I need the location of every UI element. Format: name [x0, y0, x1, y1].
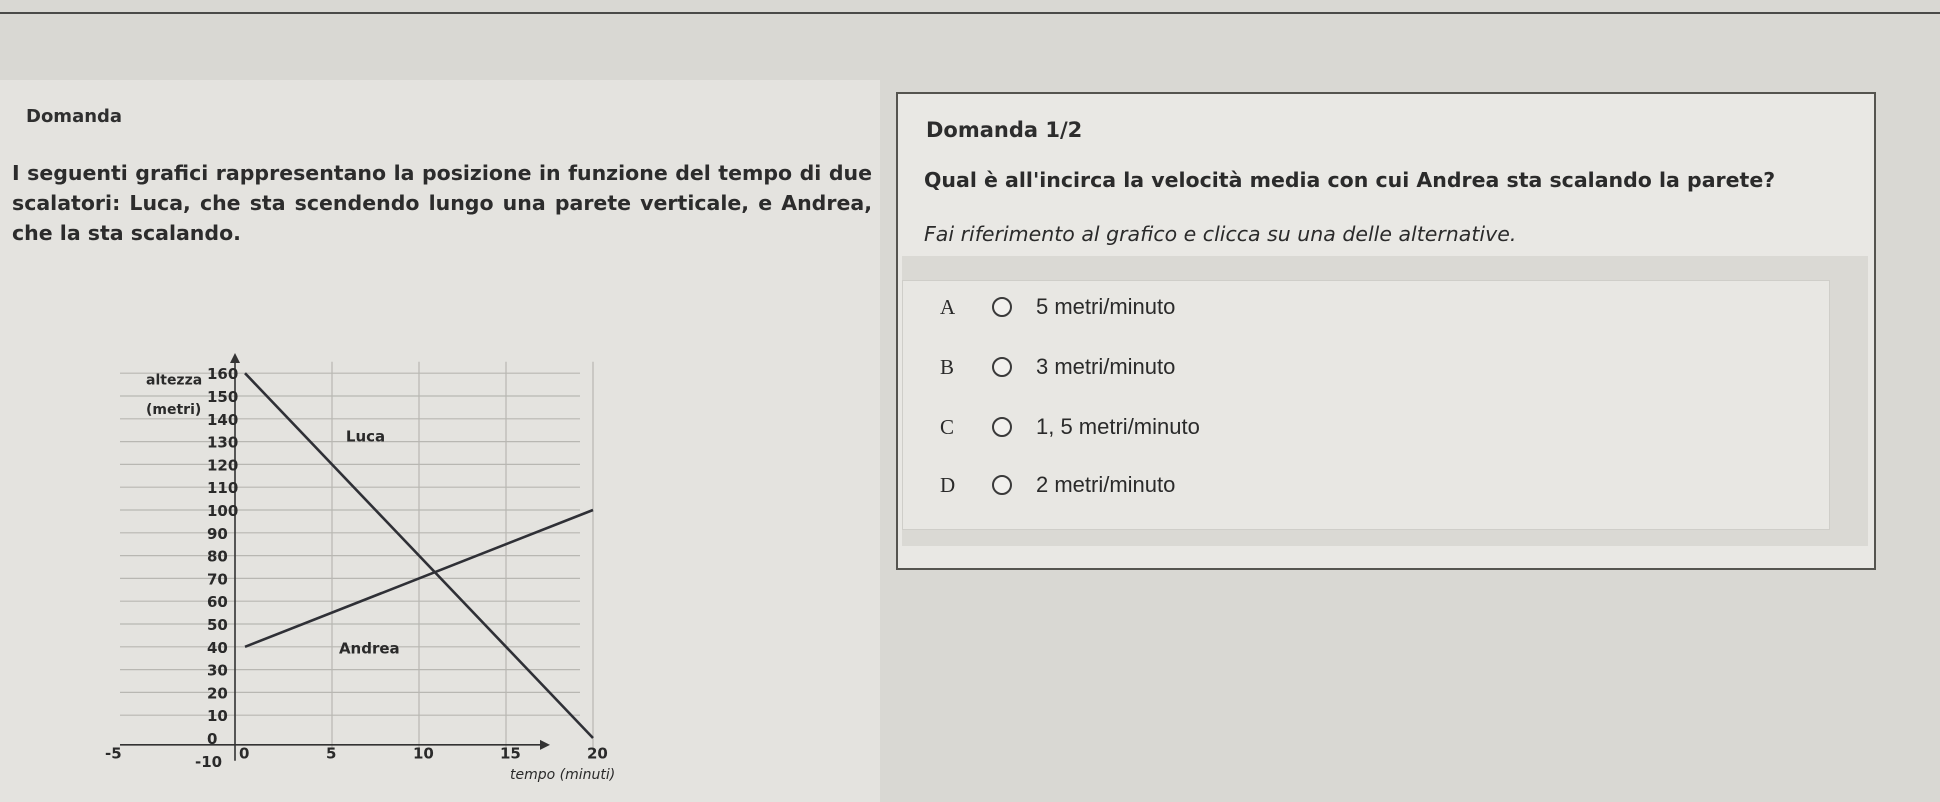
option-d[interactable] [940, 468, 1175, 502]
y-tick-label: 40 [207, 638, 228, 657]
y-tick-label: 50 [207, 616, 228, 634]
series-label-luca: Luca [345, 427, 386, 446]
option-a[interactable] [940, 290, 1175, 324]
x-tick-label: 15 [500, 744, 521, 763]
instruction-text: Fai riferimento al grafico e clicca su una delle alternative. [924, 222, 1517, 246]
series-label-andrea: Andrea [338, 639, 400, 658]
y-tick-label: 60 [207, 593, 228, 612]
y-tick-label: 150 [207, 388, 239, 406]
option-c[interactable] [940, 410, 1200, 444]
y-axis-arrow-icon [230, 353, 240, 363]
option-letter: A [940, 294, 956, 319]
y-tick-label: 130 [207, 433, 239, 452]
y-tick-label: -10 [195, 752, 223, 771]
x-tick-label: 5 [326, 744, 337, 763]
option-b[interactable] [940, 350, 1175, 384]
chart-svg [100, 268, 720, 802]
question-text: Qual è all'incirca la velocità media con cui Andrea sta scalando la parete? [924, 168, 1776, 192]
y-axis-label-unit: (metri) [146, 402, 202, 419]
option-letter: C [940, 414, 955, 439]
y-tick-label: 30 [207, 661, 228, 680]
y-tick-label: 80 [207, 547, 228, 566]
radio-button-icon[interactable] [992, 475, 1012, 495]
y-tick-label: 90 [207, 524, 228, 543]
radio-button-icon[interactable] [992, 297, 1012, 317]
question-number: Domanda 1/2 [926, 118, 1083, 142]
x-axis-arrow-icon [540, 740, 550, 750]
x-tick-label: -5 [105, 744, 122, 763]
x-tick-label: 20 [587, 744, 608, 763]
radio-button-icon[interactable] [992, 417, 1012, 437]
radio-button-icon[interactable] [992, 357, 1012, 377]
option-label: 3 metri/minuto [1036, 354, 1176, 379]
option-letter: D [940, 472, 956, 497]
option-label: 1, 5 metri/minuto [1036, 414, 1200, 439]
option-label: 5 metri/minuto [1036, 294, 1176, 319]
y-tick-label: 10 [207, 707, 228, 726]
context-heading: Domanda [26, 106, 123, 127]
y-tick-label: 100 [207, 502, 239, 520]
x-tick-label: 0 [239, 744, 250, 763]
y-tick-label: 120 [207, 456, 239, 475]
position-time-chart [100, 268, 720, 802]
top-divider [0, 12, 1940, 14]
y-tick-label: 110 [207, 479, 239, 498]
y-tick-label: 140 [207, 410, 239, 429]
context-text: I seguenti grafici rappresentano la posizione in funzione del tempo di due scalatori: Luca, che sta scendendo lungo una parete verticale, e Andrea, che la sta scalando. [12, 161, 872, 245]
y-axis-label: altezza [146, 372, 203, 389]
x-axis-label: tempo (minuti) [510, 767, 616, 784]
y-tick-label: 20 [207, 684, 228, 703]
y-tick-label: 70 [207, 570, 228, 589]
y-tick-label: 160 [207, 365, 239, 384]
option-letter: B [940, 354, 955, 379]
x-tick-label: 10 [413, 744, 434, 763]
option-label: 2 metri/minuto [1036, 472, 1176, 497]
y-tick-label: 0 [207, 730, 218, 748]
